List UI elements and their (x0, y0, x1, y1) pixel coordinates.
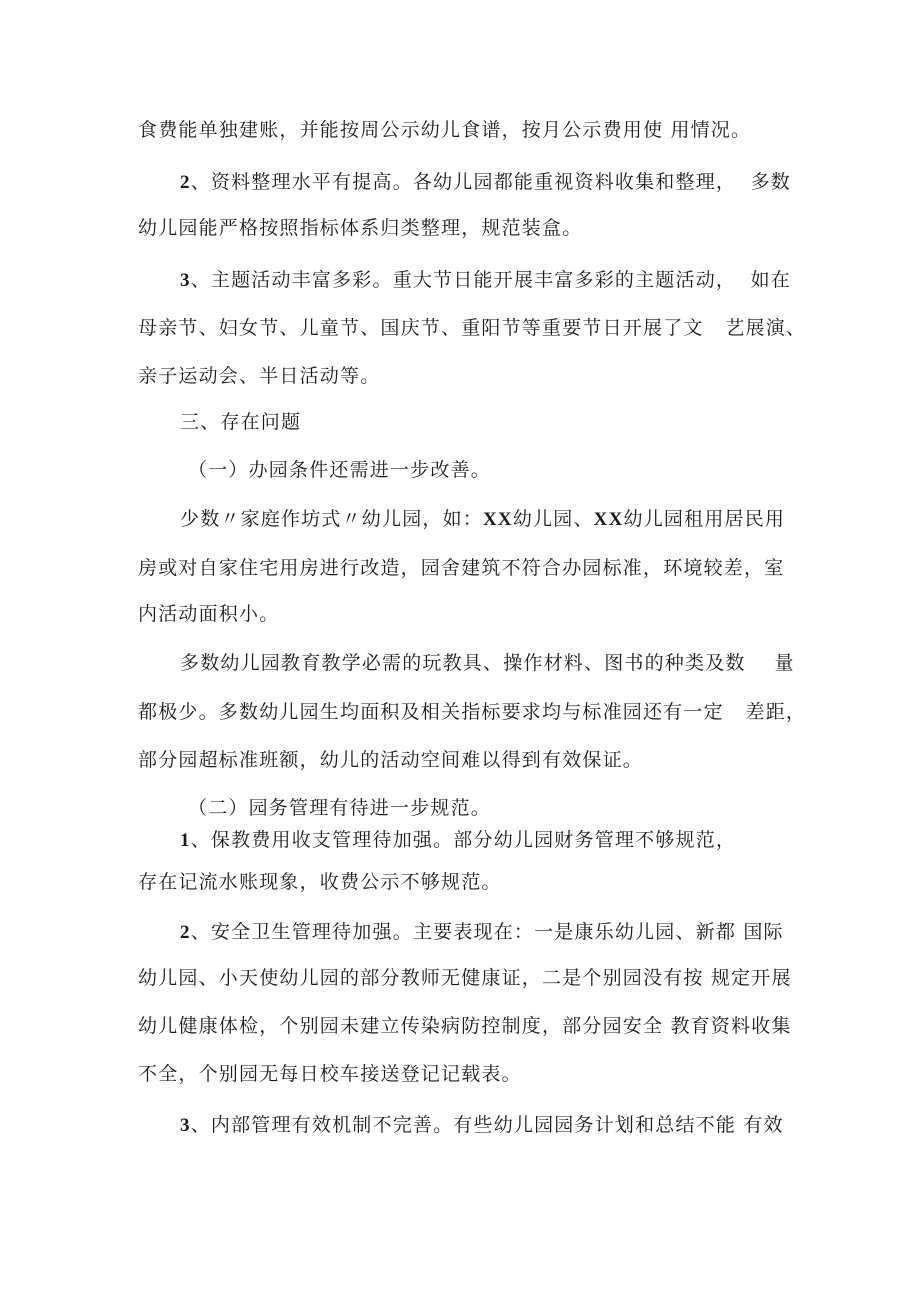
paragraph-line: 房或对自家住宅用房进行改造，园舍建筑不符合办园标准，环境较差，室 (138, 557, 785, 579)
paragraph-line: 幼儿健康体检，个别园未建立传染病防控制度，部分园安全 教育资料收集 (138, 1015, 792, 1037)
line-text: 幼儿园租用居民用 (623, 508, 786, 530)
paragraph-line (180, 828, 736, 853)
paragraph-line: 母亲节、妇女节、儿童节、国庆节、重阳节等重要节日开展了文 艺展演、 (138, 317, 807, 339)
list-number: 2 (180, 922, 191, 943)
list-number: 3 (180, 270, 191, 291)
paragraph-line: 存在记流水账现象，收费公示不够规范。 (138, 871, 502, 893)
paragraph-line (180, 1113, 784, 1138)
paragraph-line: 内活动面积小。 (138, 603, 280, 625)
placeholder-name: XX (483, 509, 513, 530)
line-text: 、保教费用收支管理待加强。部分幼儿园财务管理不够规范， (190, 829, 737, 851)
line-text: 、资料整理水平有提高。各幼儿园都能重视资料收集和整理， 多数 (190, 171, 791, 193)
paragraph-line (180, 507, 785, 532)
line-text: 、安全卫生管理待加强。主要表现在：一是康乐幼儿园、新都 国际 (190, 921, 784, 943)
line-text: 幼儿园、 (512, 508, 594, 530)
paragraph-line (180, 268, 791, 293)
paragraph-line: 多数幼儿园教育教学必需的玩教具、操作材料、图书的种类及数 量 (180, 652, 795, 674)
paragraph-line (180, 170, 791, 195)
list-number: 3 (180, 1115, 191, 1136)
line-text: 、内部管理有效机制不完善。有些幼儿园园务计划和总结不能 有效 (190, 1114, 784, 1136)
list-number: 1 (180, 830, 191, 851)
paragraph-line: 幼儿园、小天使幼儿园的部分教师无健康证，二是个别园没有按 规定开展 (138, 967, 792, 989)
subsection-heading: （一）办园条件还需进一步改善。 (188, 459, 492, 481)
line-text: 、主题活动丰富多彩。重大节日能开展丰富多彩的主题活动， 如在 (190, 269, 791, 291)
paragraph-line: 部分园超标准班额，幼儿的活动空间难以得到有效保证。 (138, 749, 644, 771)
paragraph-line: 食费能单独建账，并能按周公示幼儿食谱，按月公示费用使 用情况。 (138, 119, 752, 141)
paragraph-line: 不全，个别园无每日校车接送登记记载表。 (138, 1063, 522, 1085)
section-heading: 三、存在问题 (180, 411, 302, 433)
paragraph-line: 亲子运动会、半日活动等。 (138, 365, 381, 387)
paragraph-line (180, 920, 784, 945)
paragraph-line: 幼儿园能严格按照指标体系归类整理，规范装盒。 (138, 217, 583, 239)
list-number: 2 (180, 172, 191, 193)
placeholder-name: XX (593, 509, 624, 530)
paragraph-line: 都极少。多数幼儿园生均面积及相关指标要求均与标准园还有一定 差距， (138, 701, 807, 723)
line-text: 少数〃家庭作坊式〃幼儿园，如： (180, 508, 484, 530)
subsection-heading: （二）园务管理有待进一步规范。 (188, 797, 492, 819)
